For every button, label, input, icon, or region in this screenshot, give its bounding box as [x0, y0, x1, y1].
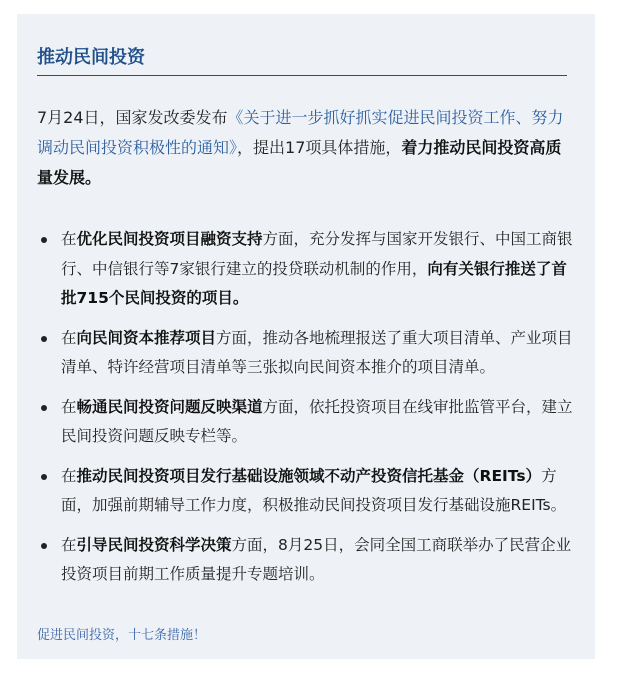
bullet-prefix: 在	[61, 466, 77, 485]
bullet-keyword: 引导民间投资科学决策	[76, 535, 232, 554]
bullet-text: 方面，充分发挥与国家开发银行、中国工商银行、中信银行等7家银行建立的投贷联动机制的作用，	[61, 230, 573, 278]
bullet-keyword: 推动民间投资项目发行基础设施领域不动产投资信托基金（REITs）	[76, 466, 542, 485]
bullet-text: 方面，加强前期辅导工作力度，积极推动民间投资项目发行基础设施REITs。	[61, 466, 567, 514]
list-item	[37, 225, 573, 314]
title-divider	[37, 75, 567, 76]
list-item	[37, 531, 573, 590]
intro-paragraph	[37, 103, 573, 193]
bullet-prefix: 在	[61, 328, 77, 347]
bullet-prefix: 在	[61, 535, 77, 554]
bullet-text: 方面，推动各地梳理报送了重大项目清单、产业项目清单、特许经营项目清单等三张拟向民间资本推介的项目清单。	[61, 328, 573, 376]
section-title: 推动民间投资	[37, 47, 145, 68]
bullet-prefix: 在	[61, 397, 77, 416]
bullet-text: 方面，8月25日，会同全国工商联举办了民营企业投资项目前期工作质量提升专题培训。	[61, 535, 572, 583]
notice-title-link[interactable]: 《关于进一步抓好抓实促进民间投资工作、努力调动民间投资积极性的通知》	[37, 108, 564, 157]
list-item	[37, 393, 573, 452]
measures-list	[37, 225, 573, 600]
list-item	[37, 462, 573, 521]
bullet-text: 方面，依托投资项目在线审批监管平台，建立民间投资问题反映专栏等。	[61, 397, 573, 445]
bullet-prefix: 在	[61, 230, 77, 248]
bullet-bold-tail: 向有关银行推送了首批715个民间投资的项目。	[61, 259, 567, 307]
bullet-keyword: 优化民间投资项目融资支持	[76, 230, 263, 248]
bullet-keyword: 向民间资本推荐项目	[76, 328, 217, 347]
intro-text-2: ，提出17项具体措施，	[237, 138, 402, 157]
footer-link[interactable]: 促进民间投资，十七条措施！	[37, 628, 207, 643]
bullet-keyword: 畅通民间投资问题反映渠道	[76, 397, 263, 416]
intro-bold-text: 着力推动民间投资高质量发展。	[37, 138, 562, 187]
article-card	[17, 14, 595, 659]
list-item	[37, 324, 573, 383]
intro-text-1: 7月24日，国家发改委发布	[37, 108, 228, 127]
